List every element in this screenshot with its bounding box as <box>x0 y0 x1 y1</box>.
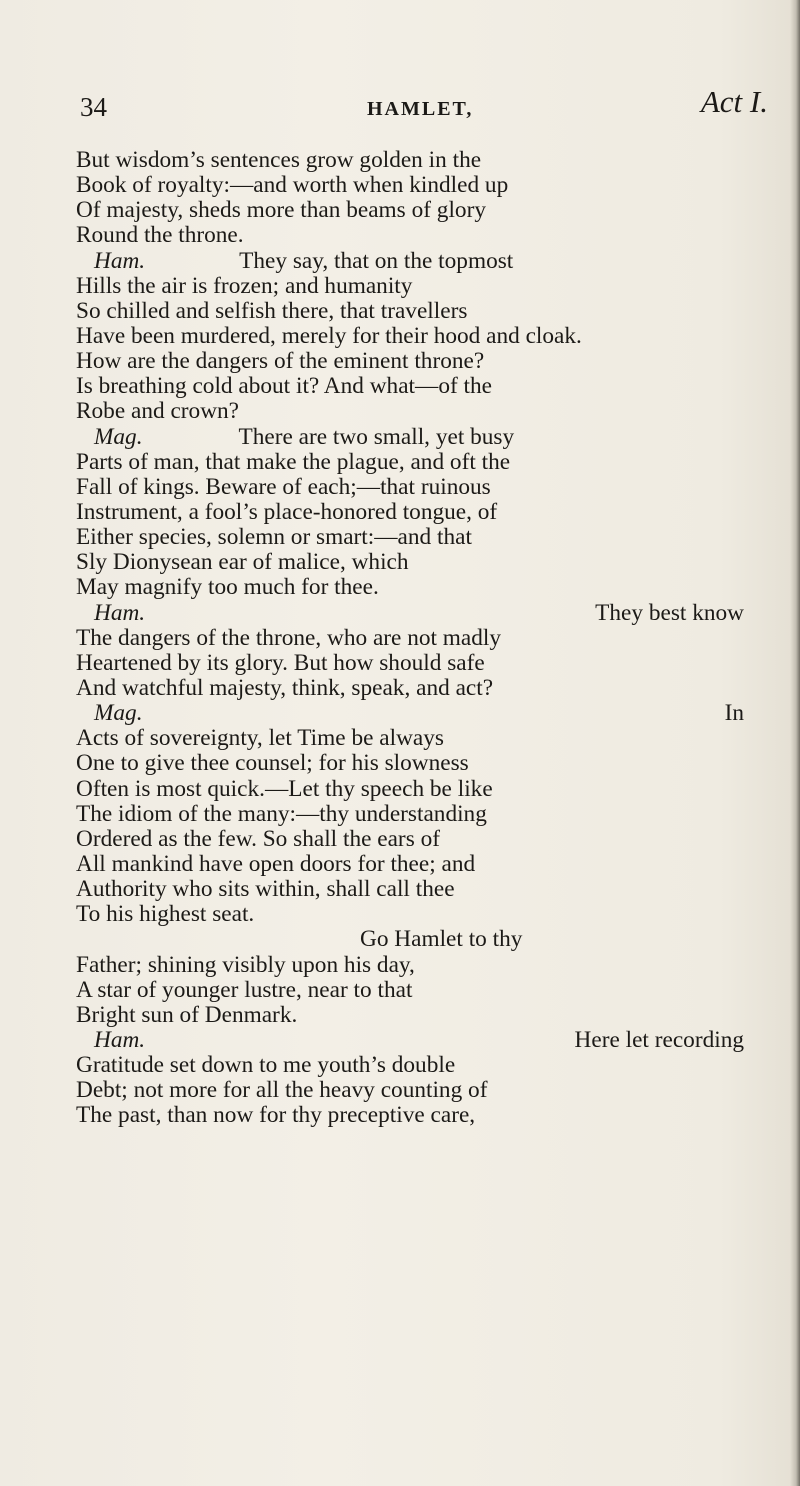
speech-line <box>76 701 776 726</box>
verse-line: And watchful majesty, think, speak, and act? <box>76 674 494 701</box>
speaker-label: Mag. <box>94 423 143 450</box>
verse-line: Acts of sovereignty, let Time be always <box>76 725 444 752</box>
verse-line: They best know <box>595 599 744 626</box>
speech-line <box>76 601 776 626</box>
verse-line: Often is most quick.—Let thy speech be like <box>76 775 493 802</box>
verse-line: How are the dangers of the eminent throne? <box>76 348 485 375</box>
speaker-label: Ham. <box>94 1026 146 1053</box>
verse-line: May magnify too much for thee. <box>76 574 379 601</box>
verse-line: Parts of man, that make the plague, and oft the <box>76 448 511 475</box>
verse-line: The dangers of the throne, who are not madly <box>76 624 502 651</box>
page-number: 34 <box>80 92 107 122</box>
speech-line <box>76 249 776 274</box>
verse-line: Authority who sits within, shall call thee <box>76 876 455 903</box>
verse-line: Gratitude set down to me youth’s double <box>76 1052 456 1079</box>
verse-line: To his highest seat. <box>76 901 255 928</box>
verse-line: But wisdom’s sentences grow golden in the <box>76 147 482 173</box>
verse-line: There are two small, yet busy <box>238 423 515 450</box>
verse-line: Father; shining visibly upon his day, <box>76 951 415 978</box>
page-edge-shadow <box>790 0 800 1486</box>
verse-line: All mankind have open doors for thee; and <box>76 850 476 877</box>
verse-line: So chilled and selfish there, that travellers <box>76 297 468 324</box>
verse-line: Round the throne. <box>76 222 244 249</box>
verse-line: Heartened by its glory. But how should safe <box>76 649 485 676</box>
act-label: Act I. <box>700 84 768 119</box>
verse-line: Go Hamlet to thy <box>360 926 523 953</box>
speech-line <box>76 425 776 450</box>
verse-line: Debt; not more for all the heavy counting of <box>76 1077 488 1104</box>
verse-line: Here let recording <box>574 1026 744 1053</box>
speaker-label: Mag. <box>94 700 143 727</box>
running-header <box>80 84 768 132</box>
verse-text <box>76 148 776 1128</box>
speech-line <box>76 1028 776 1053</box>
verse-line: The past, than now for thy preceptive care, <box>76 1102 476 1129</box>
verse-line: Fall of kings. Beware of each;—that ruinous <box>76 473 491 500</box>
verse-line: Bright sun of Denmark. <box>76 1001 298 1028</box>
verse-line: In <box>724 700 744 727</box>
speaker-label: Ham. <box>94 599 146 626</box>
verse-line: Have been murdered, merely for their hood and cloak. <box>76 322 582 349</box>
verse-line: They say, that on the topmost <box>239 247 514 274</box>
running-title: HAMLET, <box>367 98 474 120</box>
verse-line: Robe and crown? <box>76 398 240 425</box>
verse-line: Is breathing cold about it? And what—of the <box>76 373 493 400</box>
verse-line: Book of royalty:—and worth when kindled up <box>76 172 509 199</box>
verse-line: Of majesty, sheds more than beams of glory <box>76 197 486 224</box>
verse-line: Either species, solemn or smart:—and that <box>76 524 472 551</box>
verse-line: Ordered as the few. So shall the ears of <box>76 825 440 852</box>
verse-line: Sly Dionysean ear of malice, which <box>76 549 409 576</box>
verse-line: The idiom of the many:—thy understanding <box>76 800 487 827</box>
speaker-label: Ham. <box>94 247 146 274</box>
verse-line: A star of younger lustre, near to that <box>76 976 413 1003</box>
verse-line: One to give thee counsel; for his slowness <box>76 750 469 777</box>
verse-line: Instrument, a fool’s place-honored tongue, of <box>76 498 498 525</box>
verse-line: Hills the air is frozen; and humanity <box>76 272 413 299</box>
